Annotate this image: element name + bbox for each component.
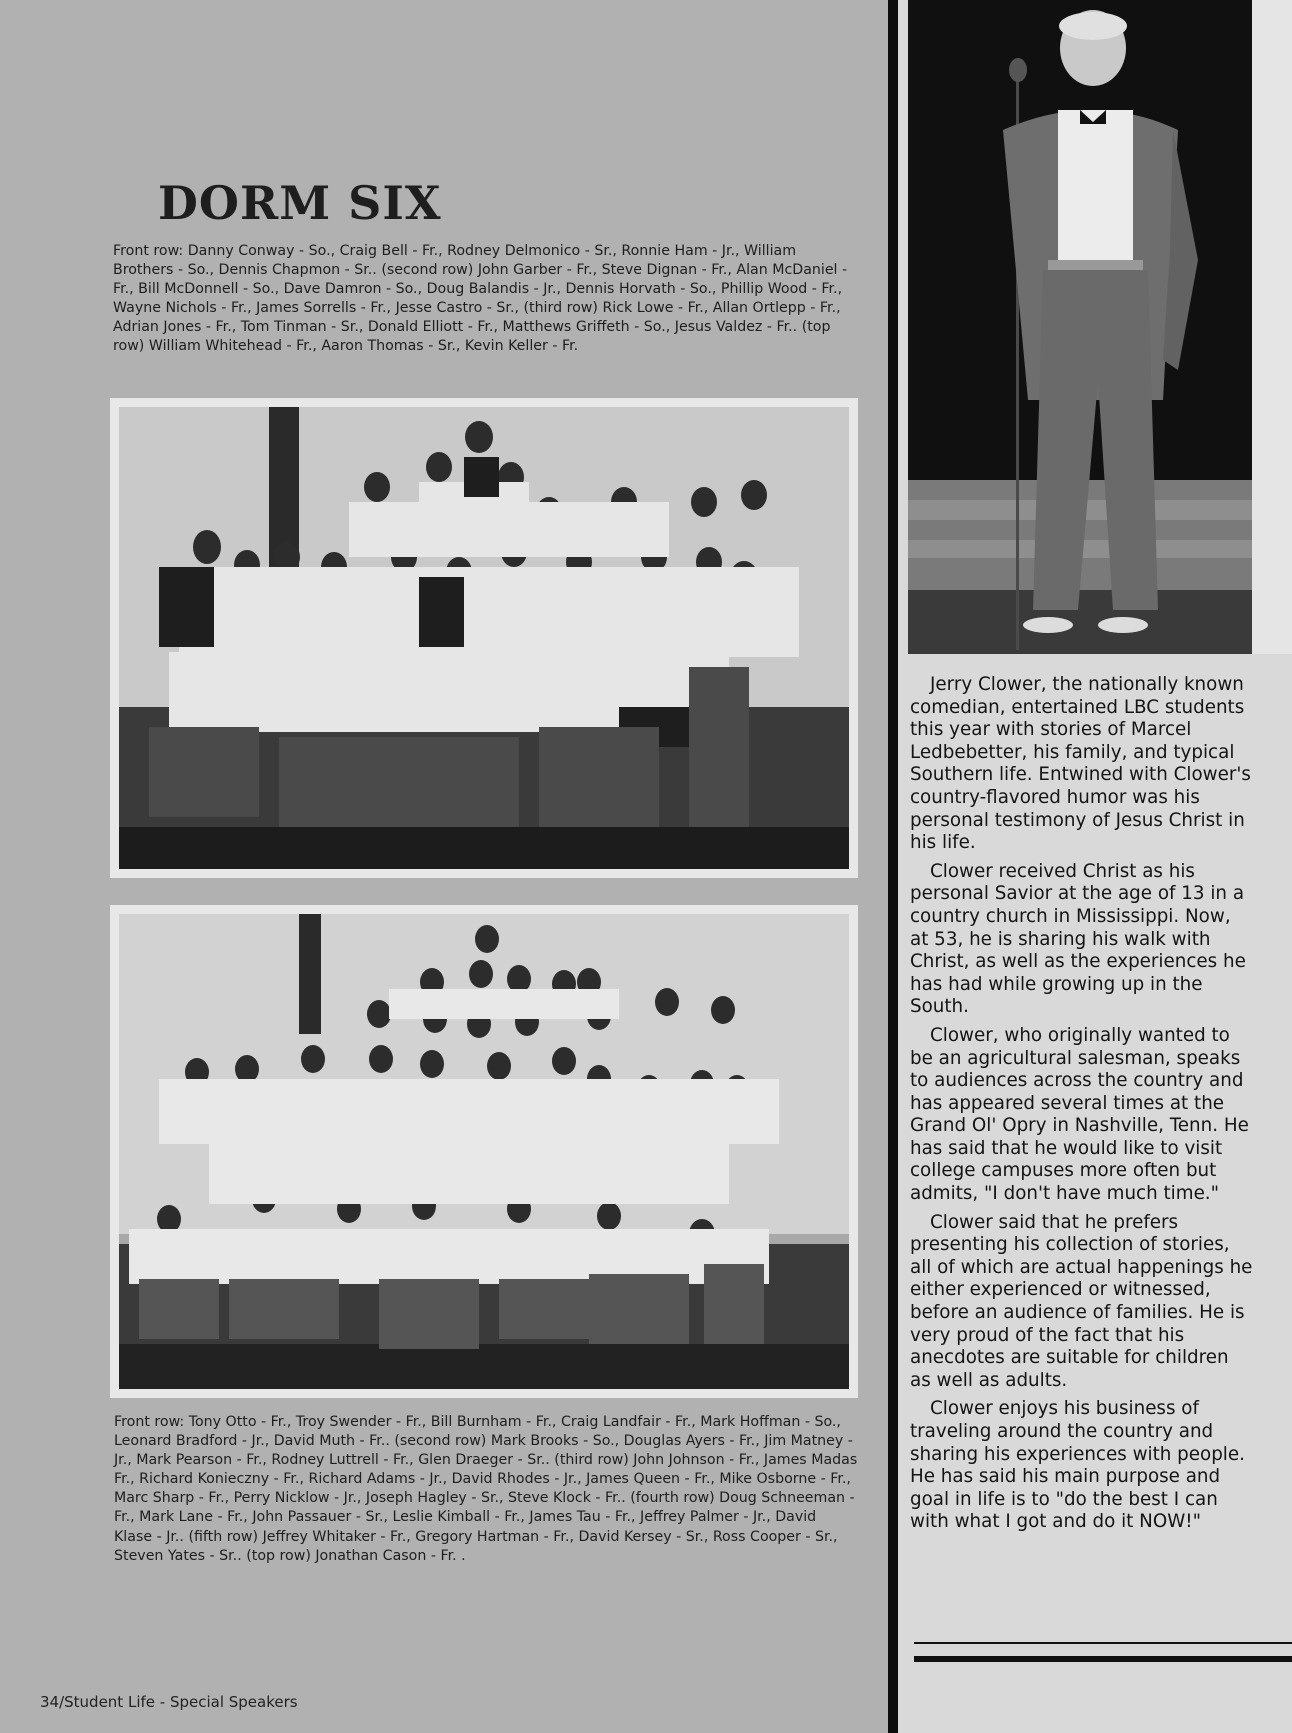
article-rule-thin	[914, 1642, 1292, 1644]
page-edge-strip	[1252, 0, 1292, 654]
column-divider	[888, 0, 898, 1733]
group-photo-2	[110, 905, 858, 1398]
group-photo-2-caption: Front row: Tony Otto - Fr., Troy Swender - Fr., Bill Burnham - Fr., Craig Landfair - Fr., Mark Hoffman - So., Leonard Bradford - Jr., David Muth - Fr.. (second row) Mark Brooks - So., Douglas Ayers - Fr., Jim Matney - Jr., Mark Pearson - Fr., Rodney Luttrell - Fr., Glen Draeger - Sr.. (third row) John Johnson - Fr., James Madas Fr., Richard Konieczny - Fr., Richard Adams - Jr., David Rhodes - Jr., James Queen - Fr., Mike Osborne - Fr., Marc Sharp - Fr., Perry Nicklow - Jr., Joseph Hagley - Sr., Steve Klock - Fr.. (fourth row) Doug Schneeman - Fr., Mark Lane - Fr., John Passauer - Sr., Leslie Kimball - Fr., James Tau - Fr., Jeffrey Palmer - Jr., David Klase - Jr.. (fifth row) Jeffrey Whitaker - Fr., Gregory Hartman - Fr., David Kersey - Sr., Ross Cooper - Sr., Steven Yates - Sr.. (top row) Jonathan Cason - Fr. .	[114, 1414, 858, 1564]
speaker-photo	[908, 0, 1252, 654]
article-paragraph: Clower enjoys his business of traveling around the country and sharing his experiences with people. He has said his main purpose and goal in life is to "do the best I can with what I got and do it NOW!"	[910, 1398, 1245, 1533]
group-photo-1-caption: Front row: Danny Conway - So., Craig Bell - Fr., Rodney Delmonico - Sr., Ronnie Ham - Jr., William Brothers - So., Dennis Chapmon - Sr.. (second row) John Garber - Fr., Steve Dignan - Fr., Alan McDaniel - Fr., Bill McDonnell - So., Dave Damron - So., Doug Balandis - Jr., Dennis Horvath - So., Phillip Wood - Fr., Wayne Nichols - Fr., James Sorrells - Fr., Jesse Castro - Sr., (third row) Rick Lowe - Fr., Allan Ortlepp - Fr., Adrian Jones - Fr., Tom Tinman - Sr., Donald Elliott - Fr., Matthews Griffeth - So., Jesus Valdez - Fr.. (top row) William Whitehead - Fr., Aaron Thomas - Sr., Kevin Keller - Fr.	[113, 243, 848, 355]
group-photo-2-image	[119, 914, 849, 1389]
article-paragraph: Clower, who originally wanted to be an agricultural salesman, speaks to audiences across the country and has appeared several times at the Grand Ol' Opry in Nashville, Tenn. He has said that he would like to visit college campuses more often but admits, "I don't have much time."	[910, 1024, 1249, 1205]
article-rule-thick	[914, 1656, 1292, 1662]
article-paragraph: Jerry Clower, the nationally known comedian, entertained LBC students this year with stories of Marcel Ledbebetter, his family, and typical Southern life. Entwined with Clower's country-flavored humor was his personal testimony of Jesus Christ in his life.	[910, 674, 1251, 854]
article-paragraph: Clower received Christ as his personal Savior at the age of 13 in a country church in Mississippi. Now, at 53, he is sharing his walk with Christ, as well as the experiences he has had while growing up in the South.	[910, 860, 1246, 1018]
page-footer: 34/Student Life - Special Speakers	[40, 1693, 298, 1711]
speaker-photo-image	[908, 0, 1252, 654]
article-jerry-clower	[910, 674, 1254, 1540]
group-photo-1	[110, 398, 858, 878]
page-title: DORM SIX	[158, 176, 442, 230]
article-paragraph: Clower said that he prefers presenting his collection of stories, all of which are actual happenings he either experienced or witnessed, before an audience of families. He is very proud of the fact that his anecdotes are suitable for children as well as adults.	[910, 1211, 1253, 1391]
group-photo-1-image	[119, 407, 849, 869]
